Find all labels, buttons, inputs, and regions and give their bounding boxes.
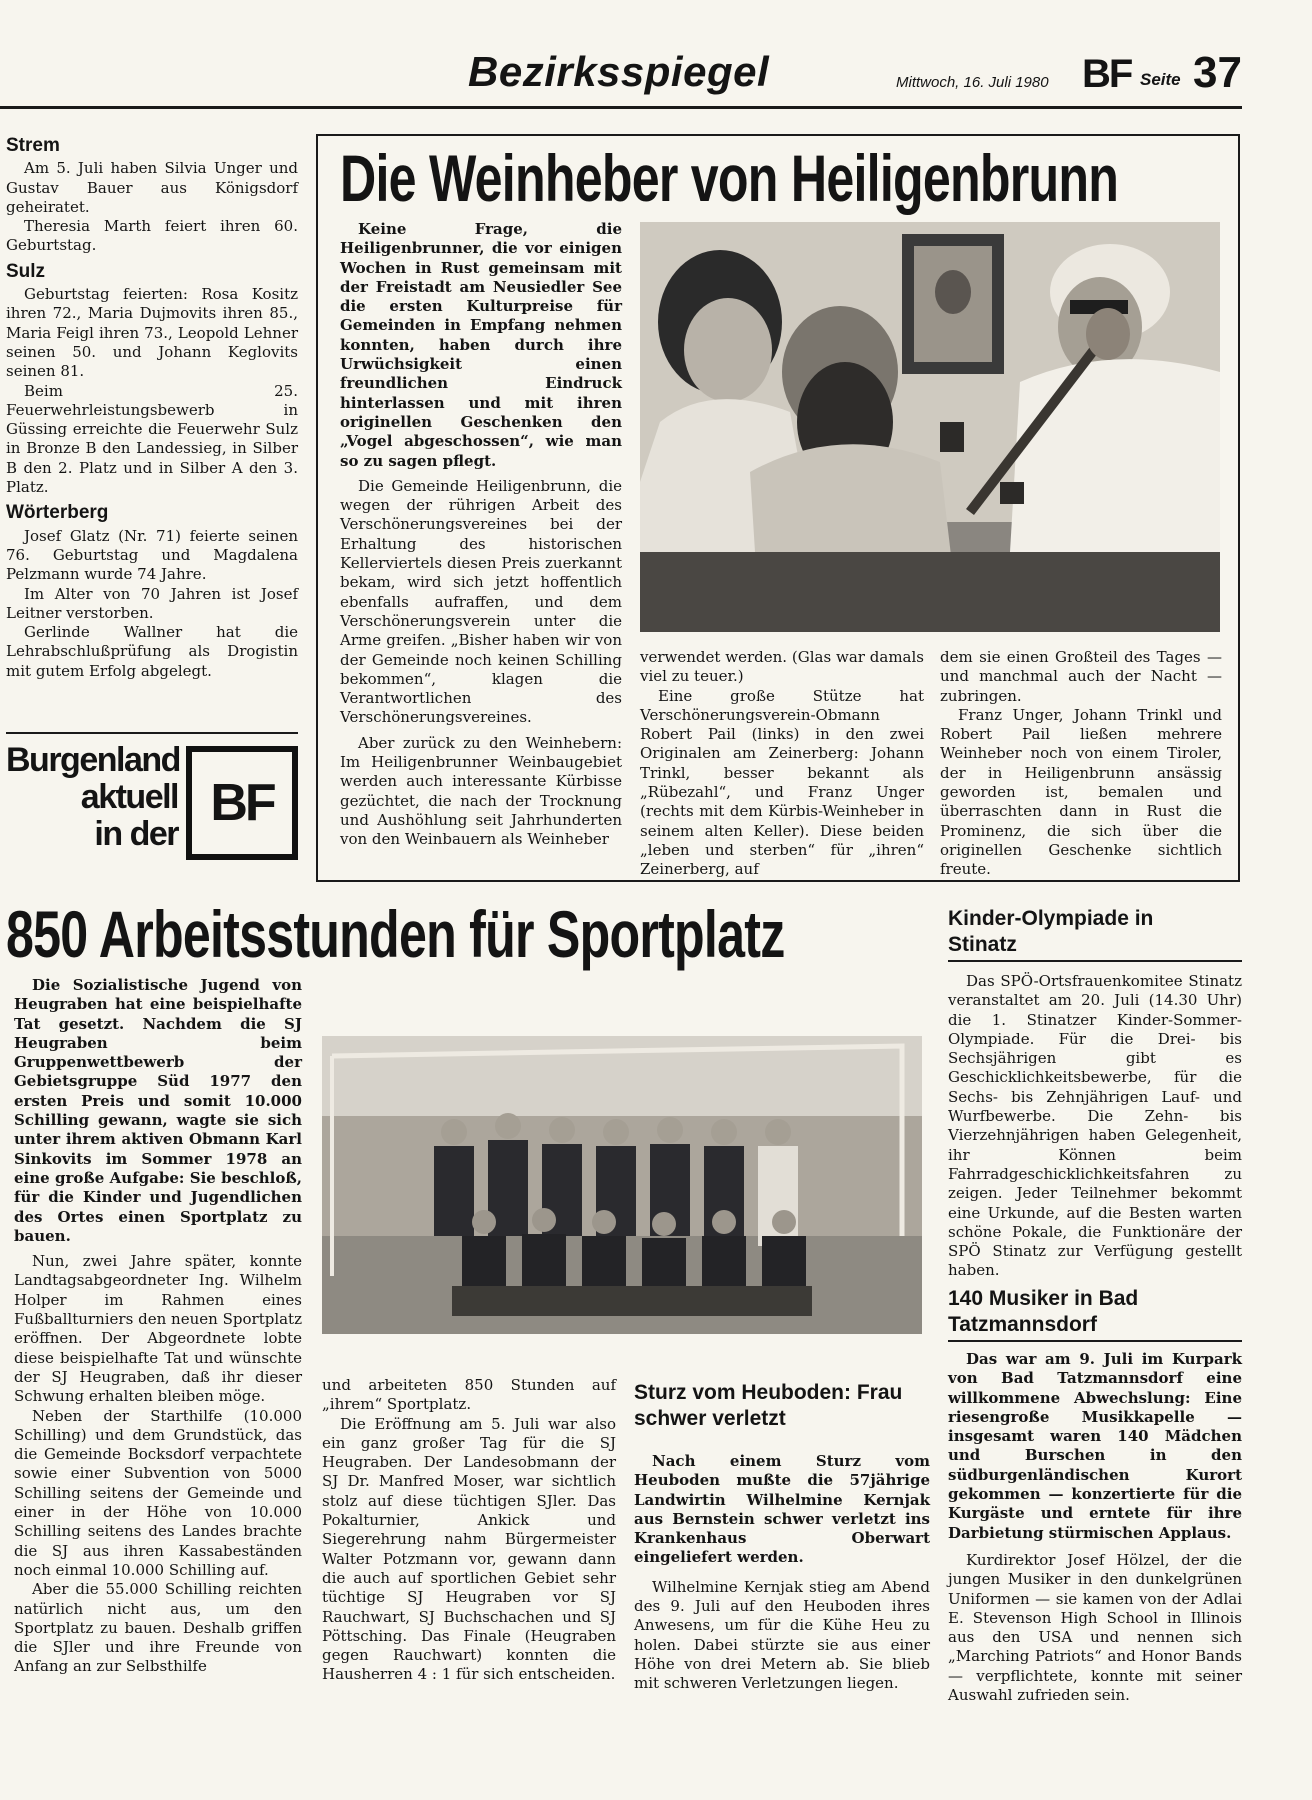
sportplatz-headline: 850 Arbeitsstunden für Sportplatz <box>6 897 785 971</box>
weinheber-column-2 <box>640 648 924 880</box>
header-rule <box>0 106 1242 109</box>
news-paragraph: Geburtstag feierten: Rosa Kositz ihren 72., Maria Dujmovits ihren 85., Maria Feigl ihren 73., Leopold Lehner seinen 50. und Johann Keglovits seinen 81. <box>6 285 298 381</box>
weinheber-paragraph: Eine große Stütze hat Verschönerungsverein-Obmann Robert Pail (links) in den zwei Originalen am Zeinerberg: Johann Trinkl, besser bekannt als „Rübezahl“, und Franz Unger (rechts mit dem Kürbis-Weinheber in seinem alten Keller). Diese beiden „leben und sterben“ für „ihren“ Zeinerberg, auf <box>640 686 924 879</box>
ad-line3: in der <box>94 815 178 853</box>
ad-burgenland-aktuell <box>6 742 298 862</box>
weinheber-column-1 <box>340 220 622 850</box>
sportplatz-column-2 <box>322 1376 616 1685</box>
ad-line2: aktuell <box>80 778 178 816</box>
news-paragraph: Theresia Marth feiert ihren 60. Geburtstag. <box>6 217 298 255</box>
musiker-headline: 140 Musiker in Bad Tatzmannsdorf <box>948 1287 1139 1336</box>
olympiade-rule <box>948 960 1242 962</box>
ad-top-rule <box>6 732 298 734</box>
heuboden-paragraph: Wilhelmine Kernjak stieg am Abend des 9. Juli auf den Heuboden ihres Anwesens, um für die Kühe Heu zu holen. Dabei stürzte sie aus einer Höhe von drei Metern ab. Sie blieb mit schweren Verletzungen liegen. <box>634 1577 930 1693</box>
local-news-column <box>6 136 298 681</box>
sportplatz-lead: Die Sozialistische Jugend von Heugraben hat eine beispielhafte Tat gesetzt. Nachdem die SJ Heugraben beim Gruppenwettbewerb der Gebietsgruppe Süd 1977 den ersten Preis und somit 10.000 Schilling gewann, wagte sie sich unter ihrem aktiven Obmann Karl Sinkovits im Sommer 1978 an eine große Aufgabe: Sie beschloß, für die Kinder und Jugendlichen des Ortes einen Sportplatz zu bauen. <box>14 976 302 1245</box>
sportplatz-paragraph: Neben der Starthilfe (10.000 Schilling) und dem Grundstück, das die Gemeinde Bocksdorf verpachtete sowie einer Subvention von 5000 Schilling seitens der Gemeinde und einer in der Höhe von 10.000 Schilling seitens des Landes brachte die SJ aus ihren Kassabeständen noch einmal 10.000 Schilling auf. <box>14 1406 302 1579</box>
sportplatz-paragraph: Nun, zwei Jahre später, konnte Landtagsabgeordneter Ing. Wilhelm Holper im Rahmen eines Fußballturniers den neuen Sportplatz eröffnen. Der Abgeordnete lobte diese beispielhafte Tat und wünschte der SJ Heugraben, daß ihr dieser Schwung erhalten bleiben möge. <box>14 1252 302 1406</box>
heuboden-column <box>634 1452 930 1694</box>
weinheber-photo <box>640 222 1220 632</box>
news-paragraph: Im Alter von 70 Jahren ist Josef Leitner verstorben. <box>6 584 298 622</box>
weinheber-paragraph: Aber zurück zu den Weinhebern: Im Heiligenbrunner Weinbaugebiet werden auch interessante Kürbisse gezüchtet, die nach der Trocknung und Aushöhlung seit Jahrhunderten von den Weinbauern als Weinheber <box>340 733 622 849</box>
weinheber-column-3 <box>940 648 1222 880</box>
team-photo <box>322 1036 922 1334</box>
olympiade-paragraph: Das SPÖ-Ortsfrauenkomitee Stinatz veranstaltet am 20. Juli (14.30 Uhr) die 1. Stinatzer Kinder-Sommer-Olympiade. Für die Drei- bis Sechsjährigen gibt es Geschicklichkeitsbewerbe, für die Sechs- bis Zehnjährigen Lauf- und Wurfbewerbe. Die Zehn- bis Vierzehnjährigen haben Gelegenheit, ihr Können beim Fahrradgeschicklichkeitsfahren zu zeigen. Jeder Teilnehmer bekommt eine Urkunde, auf die Besten warten schöne Pokale, die Funktionäre der SPÖ Stinatz zur Verfügung gestellt haben. <box>948 972 1242 1280</box>
page-label: Seite <box>1140 70 1181 89</box>
weinheber-paragraph: Franz Unger, Johann Trinkl und Robert Pail ließen mehrere Weinheber noch von einem Tiroler, der in Heiligenbrunn ansässig geworden ist, bemalen und überraschten dann in Rust die Prominenz, die sich über die originellen Geschenke sichtlich freute. <box>940 705 1222 879</box>
heuboden-headline: Sturz vom Heuboden: Frau schwer verletzt <box>634 1381 903 1430</box>
sportplatz-paragraph: und arbeiteten 850 Stunden auf „ihrem“ Sportplatz. <box>322 1376 616 1414</box>
photo-football-team <box>322 1036 922 1334</box>
weinheber-paragraph: dem sie einen Großteil des Tages — und manchmal auch der Nacht — zubringen. <box>940 648 1222 705</box>
issue-date: Mittwoch, 16. Juli 1980 <box>896 74 1049 91</box>
news-heading-strem: Strem <box>6 135 60 156</box>
weinheber-paragraph: Die Gemeinde Heiligenbrunn, die wegen der rührigen Arbeit des Verschönerungsvereines bei der Erhaltung des historischen Kellerviertels diesen Preis zuerkannt bekam, wird sich jetzt hoffentlich ebenfalls aufraffen, und dem Verschönerungsverein unter die Arme greifen. „Bisher haben wir von der Gemeinde noch keinen Schilling bekommen“, klagen die Verantwortlichen des Verschönerungsvereines. <box>340 476 622 727</box>
ad-bf-logo: BF <box>186 746 298 860</box>
news-paragraph: Beim 25. Feuerwehrleistungsbewerb in Güssing erreichte die Feuerwehr Sulz in Bronze B den Landessieg, in Silber B den 2. Platz und in Silber A den 3. Platz. <box>6 381 298 497</box>
photo-three-men <box>640 222 1220 632</box>
musiker-lead: Das war am 9. Juli im Kurpark von Bad Tatzmannsdorf eine willkommene Abwechslung: Eine riesengroße Musikkapelle — insgesamt waren 140 Mädchen und Burschen in den südburgenländischen Kurort gekommen — konzertierte für die Kurgäste und erntete für ihre Darbietung stürmischen Applaus. <box>948 1350 1242 1542</box>
news-heading-sulz: Sulz <box>6 260 46 282</box>
heuboden-lead: Nach einem Sturz vom Heuboden mußte die 57jährige Landwirtin Wilhelmine Kernjak aus Bernstein schwer verletzt ins Krankenhaus Oberwart eingeliefert werden. <box>634 1452 930 1567</box>
section-title: Bezirksspiegel <box>468 48 770 95</box>
musiker-paragraph: Kurdirektor Josef Hölzel, der die jungen Musiker in den dunkelgrünen Uniformen — sie kamen von der Adlai E. Stevenson High School in Illinois aus den USA und nennen sich „Marching Patriots“ and Honor Bands — verpflichtete, konnte mit seiner Auswahl zufrieden sein. <box>948 1550 1242 1705</box>
news-paragraph: Gerlinde Wallner hat die Lehrabschlußprüfung als Drogistin mit gutem Erfolg abgelegt. <box>6 623 298 680</box>
weinheber-paragraph: verwendet werden. (Glas war damals viel zu teuer.) <box>640 648 924 686</box>
musiker-column <box>948 1350 1242 1705</box>
news-paragraph: Josef Glatz (Nr. 71) feierte seinen 76. Geburtstag und Magdalena Pelzmann wurde 74 Jahre. <box>6 526 298 584</box>
sportplatz-column-1 <box>14 976 302 1677</box>
brand-logo: BF <box>1082 52 1132 96</box>
weinheber-headline: Die Weinheber von Heiligenbrunn <box>340 141 1119 215</box>
sportplatz-paragraph: Die Eröffnung am 5. Juli war also ein ganz großer Tag für die SJ Heugraben. Der Landesobmann der SJ Dr. Manfred Moser, war sichtlich stolz auf diese tüchtigen SJler. Das Pokalturnier, Ankick und Siegerehrung nahm Bürgermeister Walter Potzmann vor, gewann dann die auch auf sportlichen Gebiet sehr tüchtige SJ Heugraben vor SJ Rauchwart, SJ Buchschachen und SJ Pöttsching. Das Finale (Heugraben gegen Rauchwart) konnten die Hausherren 4 : 1 für sich entscheiden. <box>322 1414 616 1684</box>
weinheber-lead: Keine Frage, die Heiligenbrunner, die vor einigen Wochen in Rust gemeinsam mit der Freistadt am Neusiedler See die ersten Kulturpreise für Gemeinden in Empfang nehmen konnten, haben durch ihre Urwüchsigkeit einen freundlichen Eindruck hinterlassen und mit ihren originellen Geschenken den „Vogel abgeschossen“, wie man so zu sagen pflegt. <box>340 220 622 470</box>
news-paragraph: Am 5. Juli haben Silvia Unger und Gustav Bauer aus Königsdorf geheiratet. <box>6 159 298 216</box>
ad-text <box>6 742 178 853</box>
musiker-rule <box>948 1340 1242 1342</box>
ad-line1: Burgenland <box>6 741 180 779</box>
sportplatz-paragraph: Aber die 55.000 Schilling reichten natürlich nicht aus, um den Sportplatz zu bauen. Deshalb griffen die SJler und ihre Freunde von Anfang an zur Selbsthilfe <box>14 1580 302 1676</box>
news-heading-woerterberg: Wörterberg <box>6 502 109 524</box>
olympiade-headline: Kinder-Olympiade in Stinatz <box>948 907 1154 956</box>
page-number: 37 <box>1193 48 1242 97</box>
olympiade-column <box>948 972 1242 1281</box>
